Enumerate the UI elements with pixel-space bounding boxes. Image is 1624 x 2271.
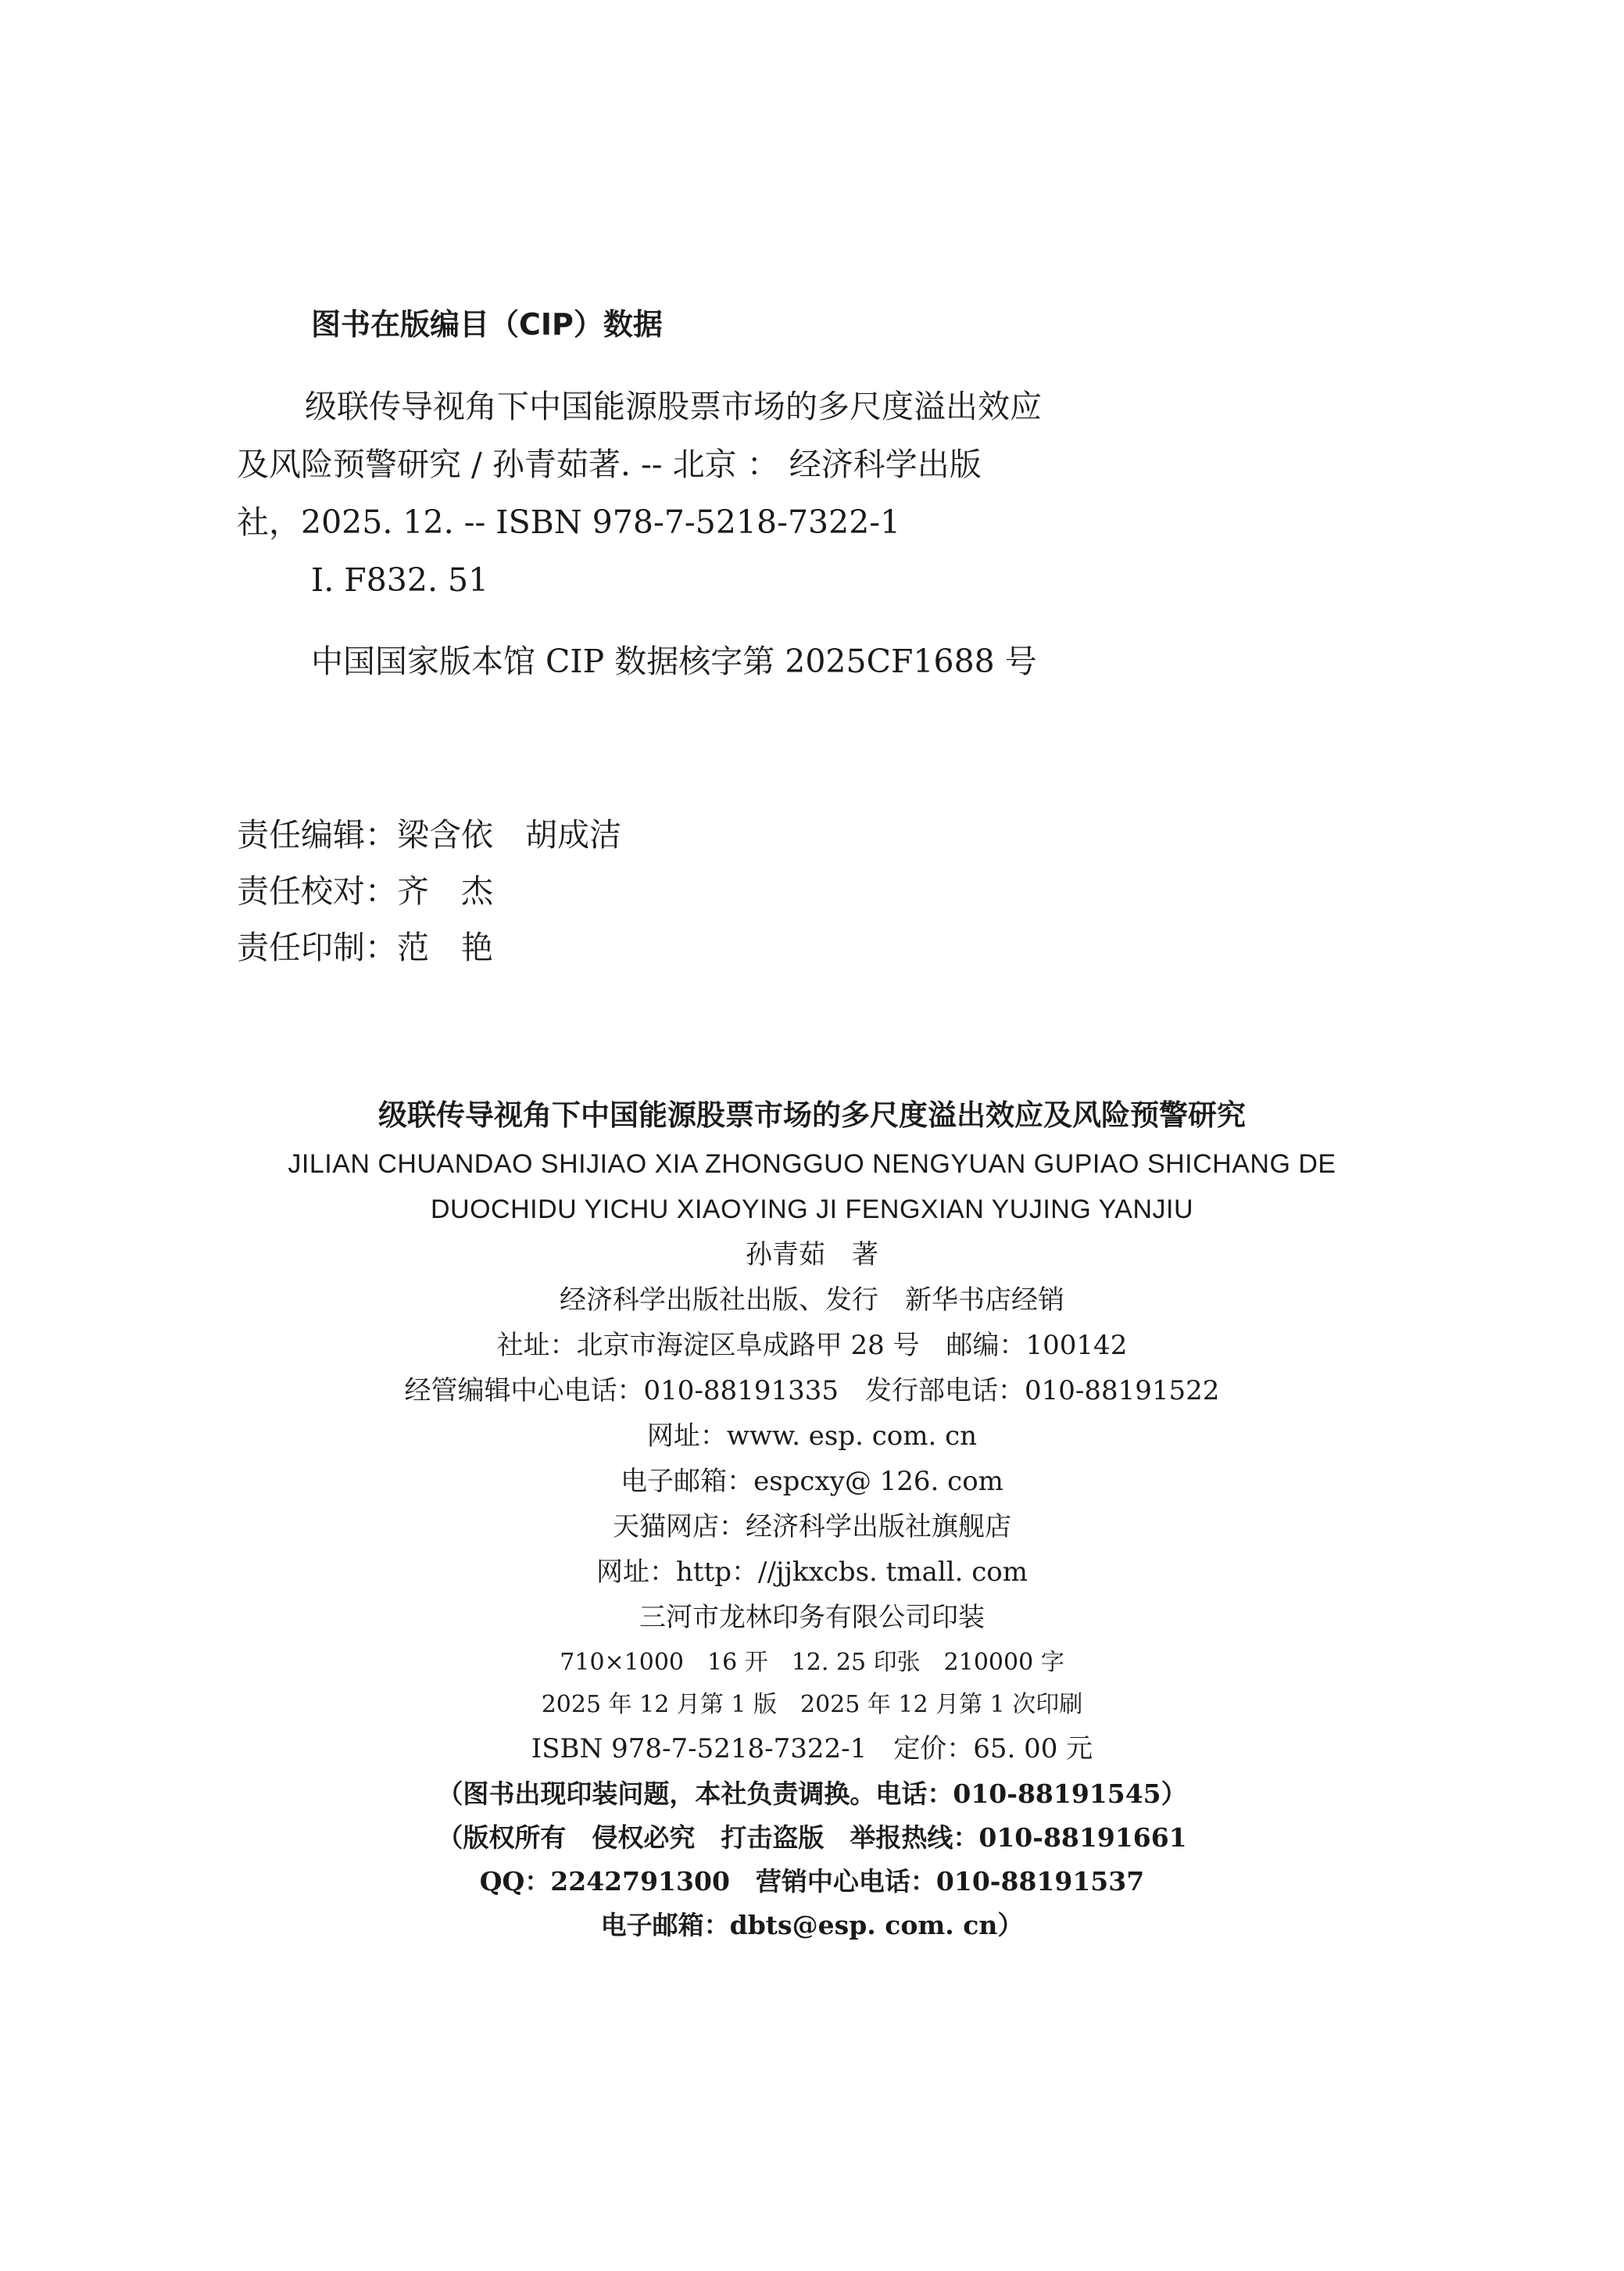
staff-proofreader [237, 872, 493, 910]
cip-verification-number: 中国国家版本馆 CIP 数据核字第 2025CF1688 号 [311, 643, 1037, 680]
colophon-isbn-price: ISBN 978-7-5218-7322-1 定价：65. 00 元 [531, 1733, 1093, 1764]
staff-role: 责任校对： [237, 872, 397, 910]
staff-person: 梁含依 胡成洁 [397, 816, 621, 854]
staff-print-manager [237, 929, 493, 966]
colophon-edition: 2025 年 12 月第 1 版 2025 年 12 月第 1 次印刷 [541, 1691, 1083, 1718]
colophon-title: 级联传导视角下中国能源股票市场的多尺度溢出效应及风险预警研究 [378, 1098, 1246, 1132]
cip-isbn-line: 社，2025. 12. -- ISBN 978-7-5218-7322-1 [237, 503, 901, 541]
colophon-printer: 三河市龙林印务有限公司印装 [639, 1602, 985, 1633]
staff-role: 责任编辑： [237, 816, 397, 854]
staff-editor [237, 816, 621, 854]
colophon-address: 社址：北京市海淀区阜成路甲 28 号 邮编：100142 [496, 1330, 1128, 1361]
colophon-notice-1: （图书出现印装问题，本社负责调换。电话：010-88191545） [437, 1778, 1187, 1809]
colophon-website: 网址：www. esp. com. cn [646, 1420, 978, 1452]
cip-title-line-1: 级联传导视角下中国能源股票市场的多尺度溢出效应 [305, 388, 1042, 425]
colophon-author: 孙青茹 著 [746, 1239, 878, 1270]
staff-role: 责任印制： [237, 929, 397, 966]
colophon-publisher: 经济科学出版社出版、发行 新华书店经销 [560, 1284, 1064, 1316]
colophon-tmall-url: 网址：http：//jjkxcbs. tmall. com [596, 1556, 1028, 1588]
cip-title-line-2: 及风险预警研究 / 孙青茹著. -- 北京 ： 经济科学出版 [237, 446, 982, 483]
colophon-notice-3: QQ：2242791300 营销中心电话：010-88191537 [479, 1866, 1145, 1897]
colophon-pinyin-line-1: JILIAN CHUANDAO SHIJIAO XIA ZHONGGUO NENGYUAN GUPIAO SHICHANG DE [288, 1149, 1336, 1179]
staff-person: 齐 杰 [397, 872, 493, 910]
colophon-email: 电子邮箱：espcxy@ 126. com [621, 1466, 1003, 1497]
colophon-phones: 经管编辑中心电话：010-88191335 发行部电话：010-88191522 [404, 1375, 1220, 1406]
staff-person: 范 艳 [397, 929, 493, 966]
colophon-format: 710×1000 16 开 12. 25 印张 210000 字 [560, 1649, 1064, 1676]
colophon-tmall-store: 天猫网店：经济科学出版社旗舰店 [613, 1511, 1011, 1542]
colophon-notice-4: 电子邮箱：dbts@esp. com. cn） [600, 1910, 1024, 1940]
cip-heading: 图书在版编目（CIP）数据 [311, 307, 663, 342]
colophon-notice-2: （版权所有 侵权必究 打击盗版 举报热线：010-88191661 [437, 1822, 1187, 1853]
cip-classification: Ⅰ. F832. 51 [311, 561, 489, 599]
colophon-pinyin-line-2: DUOCHIDU YICHU XIAOYING JI FENGXIAN YUJING YANJIU [430, 1195, 1194, 1224]
